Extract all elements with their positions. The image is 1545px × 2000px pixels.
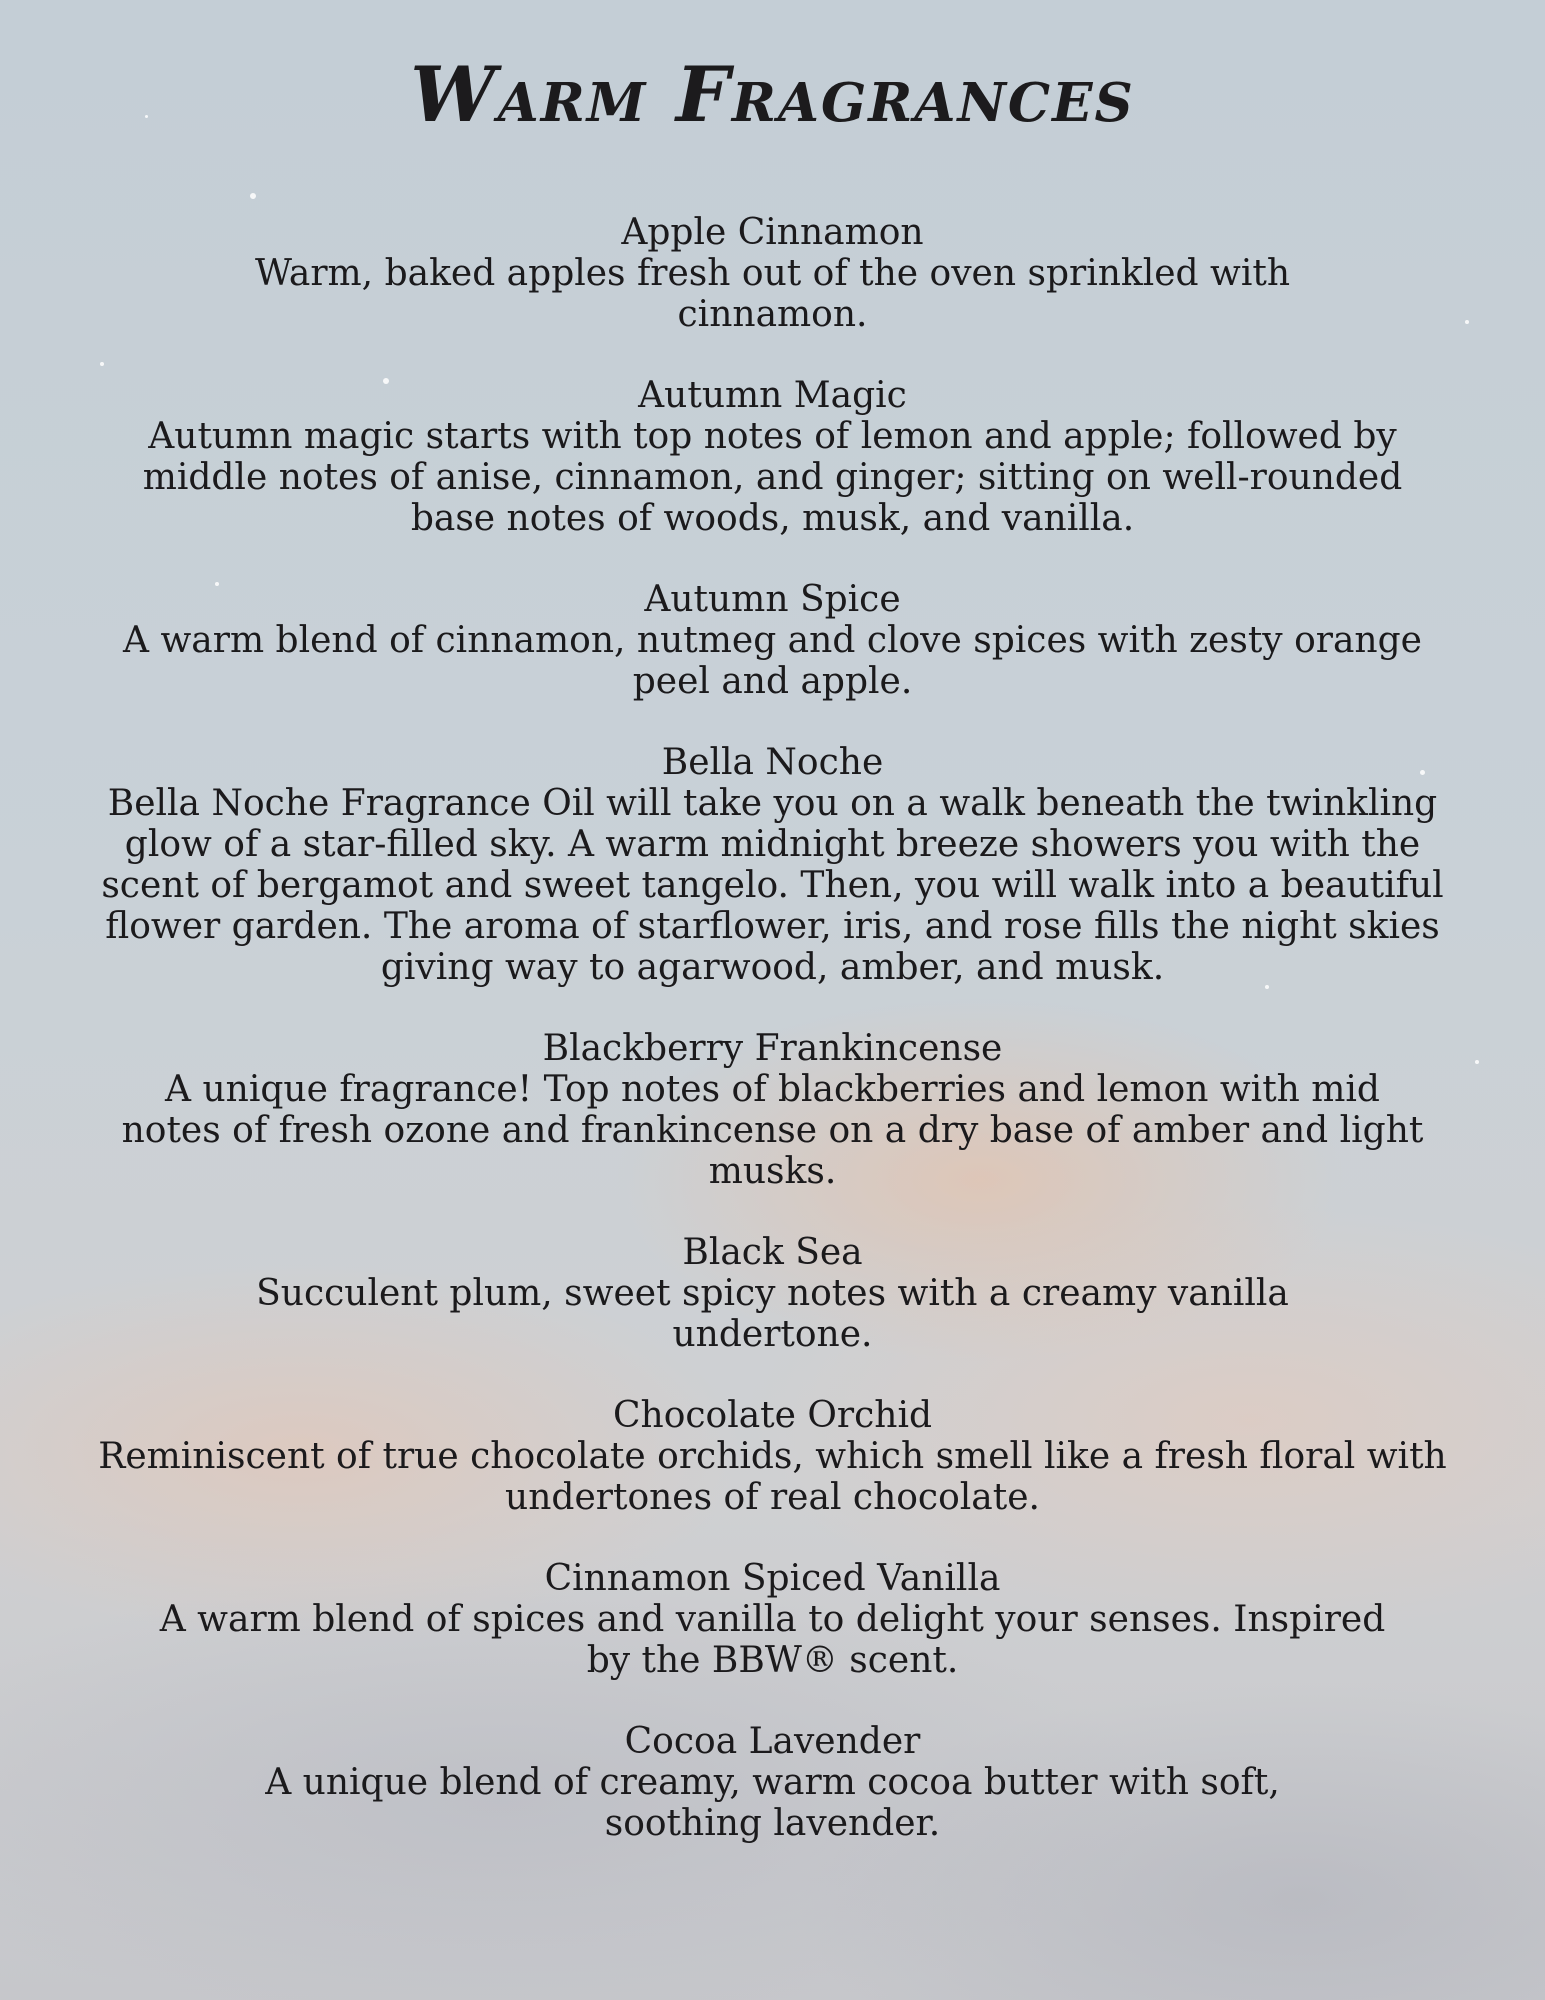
fragrance-entry — [95, 1028, 1450, 1192]
fragrance-name: Autumn Spice — [644, 579, 901, 620]
fragrance-description: Warm, baked apples fresh out of the oven sprinkled with cinnamon. — [255, 253, 1290, 335]
fragrance-list — [95, 212, 1450, 1884]
page-title: Warm Fragrances — [410, 50, 1135, 139]
fragrance-entry — [95, 1395, 1450, 1518]
star-decoration — [1465, 320, 1469, 324]
fragrance-entry — [95, 1721, 1450, 1844]
fragrance-name: Autumn Magic — [638, 375, 907, 416]
fragrance-entry — [95, 579, 1450, 702]
fragrance-entry — [95, 212, 1450, 335]
fragrance-name: Blackberry Frankincense — [542, 1028, 1003, 1069]
fragrance-description: A unique blend of creamy, warm cocoa butter with soft, soothing lavender. — [265, 1762, 1280, 1844]
fragrance-description: Autumn magic starts with top notes of lemon and apple; followed by middle notes of anise, cinnamon, and ginger; sitting on well-rounded base notes of woods, musk, and vanilla. — [142, 416, 1403, 539]
star-decoration — [250, 193, 256, 199]
fragrance-entry — [95, 1232, 1450, 1355]
fragrance-description: A warm blend of cinnamon, nutmeg and clove spices with zesty orange peel and apple. — [123, 620, 1422, 702]
fragrance-description: Reminiscent of true chocolate orchids, which smell like a fresh floral with undertones of real chocolate. — [98, 1436, 1447, 1518]
fragrance-name: Apple Cinnamon — [621, 212, 924, 253]
fragrance-entry — [95, 742, 1450, 988]
fragrance-name: Black Sea — [682, 1232, 863, 1273]
fragrance-name: Chocolate Orchid — [612, 1395, 933, 1436]
fragrance-entry — [95, 1558, 1450, 1681]
fragrance-name: Cocoa Lavender — [624, 1721, 921, 1762]
fragrance-description: Bella Noche Fragrance Oil will take you on a walk beneath the twinkling glow of a star-filled sky. A warm midnight breeze showers you with the scent of bergamot and sweet tangelo. Then, you will walk into a beautiful flower garden. The aroma of starflower, iris, and rose fills the night skies giving way to agarwood, amber, and musk. — [101, 783, 1444, 988]
fragrance-entry — [95, 375, 1450, 539]
fragrance-description: A unique fragrance! Top notes of blackberries and lemon with mid notes of fresh ozone and frankincense on a dry base of amber and light musks. — [121, 1069, 1424, 1192]
star-decoration — [1475, 1060, 1479, 1064]
fragrance-description: A warm blend of spices and vanilla to delight your senses. Inspired by the BBW® scent. — [159, 1599, 1386, 1681]
fragrance-name: Cinnamon Spiced Vanilla — [544, 1558, 1001, 1599]
fragrance-name: Bella Noche — [661, 742, 884, 783]
fragrance-description: Succulent plum, sweet spicy notes with a creamy vanilla undertone. — [256, 1273, 1289, 1355]
